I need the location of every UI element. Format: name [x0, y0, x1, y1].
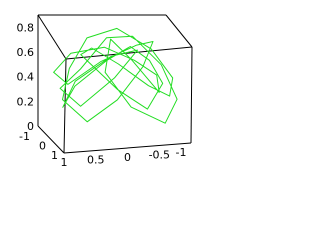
x-tick-label: -0.5: [148, 148, 171, 162]
z-tick-label: 0.4: [16, 70, 34, 84]
z-tick-label: 0: [27, 120, 34, 133]
x-tick-label: 0.5: [87, 153, 105, 167]
x-tick-label: 0: [124, 151, 131, 164]
y-tick-label: -1: [19, 130, 30, 143]
z-tick-label: 0.6: [16, 46, 34, 59]
curve-series-0: [54, 28, 178, 123]
plot-3d: [0, 0, 211, 178]
box-edge-top-left: [38, 15, 66, 59]
z-tick-label: 0.2: [16, 95, 34, 109]
y-tick-label: 0: [39, 139, 46, 153]
box-edge-front-left-vertical: [64, 59, 66, 153]
x-tick-label: 1: [60, 156, 68, 169]
bounding-box: [38, 15, 192, 153]
z-tick-label: 0.8: [16, 21, 34, 35]
x-tick-label: -1: [175, 146, 187, 159]
box-edge-front-right-vertical: [191, 47, 192, 143]
box-edge-top-right: [166, 15, 192, 47]
space-curve: [54, 28, 178, 123]
y-tick-label: 1: [51, 149, 58, 162]
